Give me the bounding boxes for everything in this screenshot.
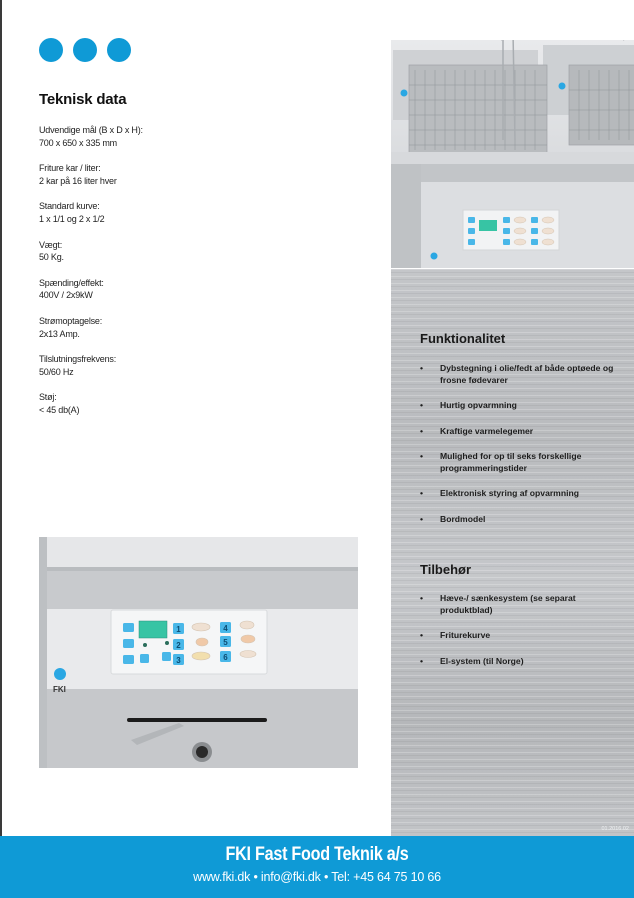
product-photo-control-panel [39, 537, 358, 768]
footer [0, 836, 634, 898]
features-panel [391, 269, 634, 836]
spec-value: 1 x 1/1 og 2 x 1/2 [39, 213, 105, 224]
svg-text:5: 5 [223, 638, 228, 647]
technical-data-title: Teknisk data [39, 91, 127, 108]
svg-text:FKI: FKI [53, 685, 66, 694]
spec-label: Støj: [39, 392, 57, 403]
accessory-item: • El-system (til Norge) [420, 655, 524, 666]
functionality-title: Funktionalitet [420, 331, 506, 346]
spec-label: Spænding/effekt: [39, 277, 104, 288]
accessory-item: • Hæve-/ sænkesystem (se separat produktblad) [420, 593, 576, 615]
spec-fryer-tanks [39, 162, 259, 187]
brand-dots [39, 38, 131, 62]
functionality-item: • Bordmodel [420, 513, 486, 524]
functionality-item: • Elektronisk styring af opvarmning [420, 488, 579, 498]
bullet-icon: • [420, 513, 424, 524]
bullet-icon: • [420, 451, 424, 461]
brand-dot-icon [39, 38, 63, 62]
functionality-item: • Hurtig opvarmning [420, 400, 517, 410]
spec-label: Strømoptagelse: [39, 315, 103, 326]
spec-value: 50 Kg. [39, 252, 64, 263]
svg-text:1: 1 [176, 625, 181, 634]
brand-dot-icon [107, 38, 131, 62]
product-photo-fryer-top [391, 40, 634, 268]
spec-dimensions [39, 124, 259, 149]
company-name: FKI Fast Food Teknik a/s [225, 844, 409, 865]
accessory-item: • Friturekurve [420, 630, 491, 640]
spec-noise [39, 391, 259, 416]
svg-text:2: 2 [176, 641, 181, 650]
document-date-code: 01.2016.02 [601, 826, 629, 832]
spec-label: Udvendige mål (B x D x H): [39, 125, 143, 135]
svg-text:3: 3 [176, 656, 181, 665]
bullet-icon: • [420, 400, 424, 410]
spec-frequency [39, 353, 259, 378]
right-column [391, 0, 634, 836]
control-panel-illustration [39, 537, 358, 768]
spec-label: Vægt: [39, 239, 63, 250]
spec-weight [39, 239, 259, 264]
brand-dot-icon [73, 38, 97, 62]
bullet-icon: • [420, 425, 424, 436]
technical-specs [39, 124, 259, 430]
spec-value: 700 x 650 x 335 mm [39, 137, 117, 148]
accessories-title: Tilbehør [420, 562, 472, 577]
spec-value: 50/60 Hz [39, 366, 74, 377]
accessories-list [420, 593, 620, 681]
bullet-icon: • [420, 488, 424, 498]
functionality-item: • Dybstegning i olie/fedt af både optøede og frosne fødevarer [420, 363, 614, 385]
company-contact: www.fki.dk • info@fki.dk • Tel: +45 64 75 10 66 [193, 870, 441, 884]
bullet-icon: • [420, 630, 424, 640]
svg-text:4: 4 [223, 624, 228, 633]
spec-value: 2 kar på 16 liter hver [39, 175, 117, 186]
double-fryer-illustration [391, 40, 634, 268]
page-edge [0, 0, 2, 898]
bullet-icon: • [420, 655, 424, 666]
spec-baskets [39, 200, 259, 225]
functionality-item: • Mulighed for op til seks forskellige programmeringstider [420, 451, 582, 473]
bullet-icon: • [420, 593, 424, 603]
spec-label: Tilslutningsfrekvens: [39, 354, 116, 365]
svg-text:6: 6 [223, 653, 228, 662]
functionality-list [420, 363, 620, 539]
bullet-icon: • [420, 363, 424, 373]
spec-label: Standard kurve: [39, 201, 100, 212]
spec-value: < 45 db(A) [39, 404, 80, 415]
spec-label: Friture kar / liter: [39, 163, 101, 174]
spec-voltage-power [39, 277, 259, 302]
spec-value: 400V / 2x9kW [39, 290, 93, 301]
spec-current [39, 315, 259, 340]
spec-value: 2x13 Amp. [39, 328, 80, 339]
functionality-item: • Kraftige varmelegemer [420, 425, 534, 436]
